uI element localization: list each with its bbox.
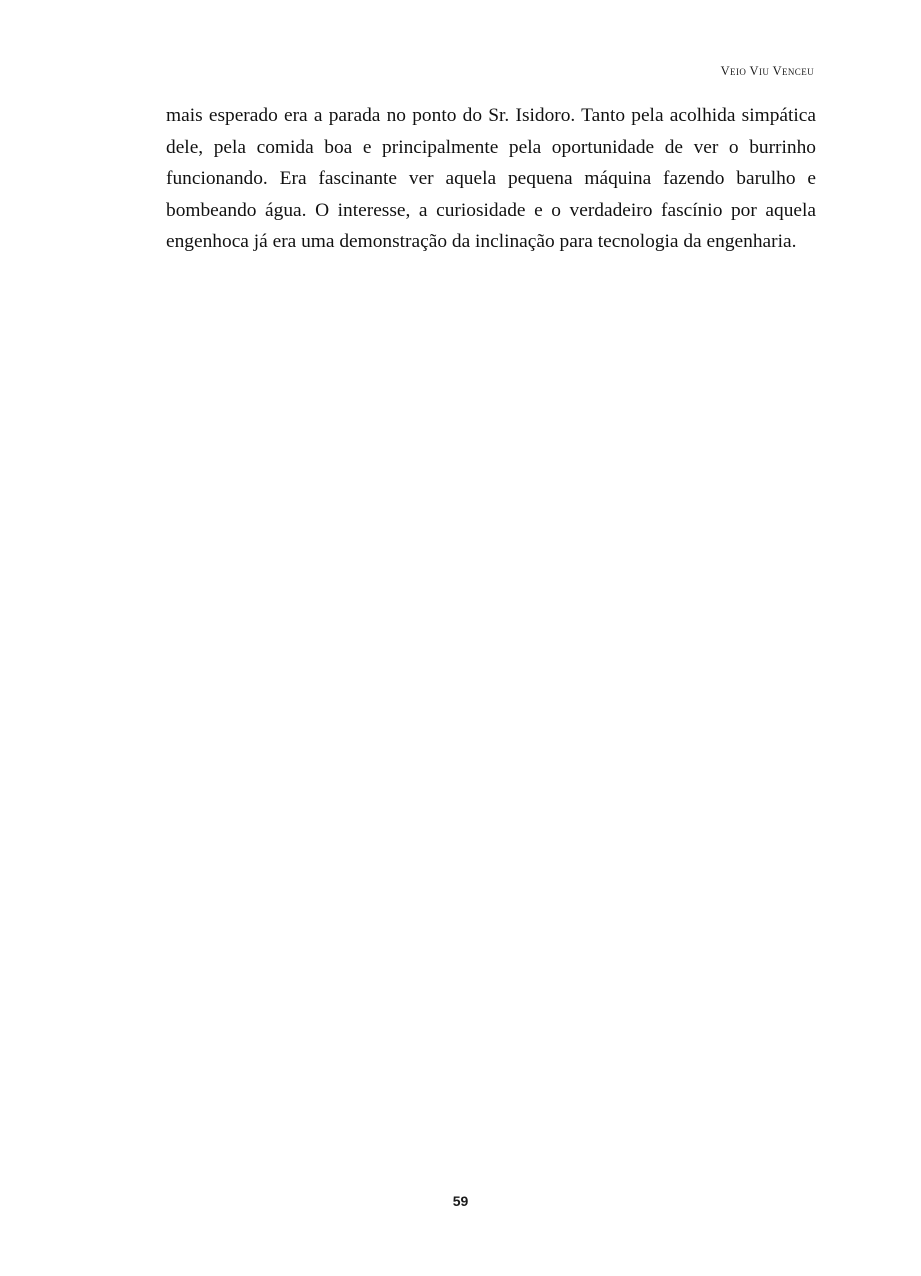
body-paragraph: mais esperado era a parada no ponto do Sr. Isidoro. Tanto pela acolhida simpática dele, pela comida boa e principalmente pela oportunidade de ver o burrinho funcionando. Era fascinante ver aquela pequena máquina fazendo barulho e bombeando água. O interesse, a curiosidade e o verdadeiro fascínio por aquela engenhoca já era uma demonstração da inclinação para tecnologia da engenharia. — [166, 105, 816, 253]
running-head: Veio Viu Venceu — [720, 64, 814, 78]
body-text-block — [166, 100, 816, 258]
page-number: 59 — [452, 1193, 469, 1209]
